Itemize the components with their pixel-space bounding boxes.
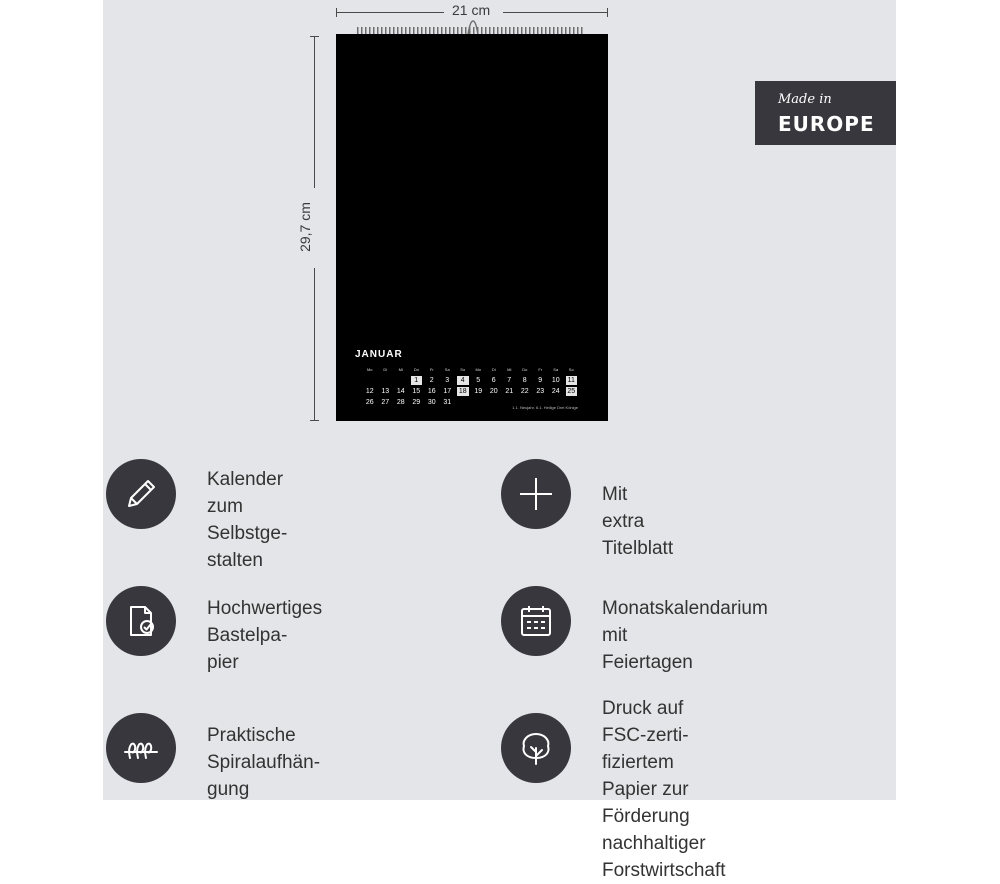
width-tick-right [607, 8, 608, 17]
calendar-footnote: 1.1. Neujahr, 6.1. Heilige Drei Könige [512, 405, 578, 410]
height-tick-bottom [310, 420, 319, 421]
made-in-europe-badge [755, 81, 896, 145]
calendar-day: 25 [567, 388, 576, 395]
calendar-day: 28 [396, 399, 405, 406]
spiral-icon [106, 713, 176, 783]
calendar-weekday: Di [383, 367, 388, 372]
calendar-day: 9 [538, 377, 543, 384]
tree-icon [501, 713, 571, 783]
height-label: 29,7 cm [296, 202, 313, 252]
feature-text: Druck auf FSC-zerti- fiziertem Papier zur Förderung nachhaltiger Forstwirtschaft [602, 698, 726, 881]
height-dimension-line-top [314, 36, 315, 188]
calendar-day: 19 [474, 388, 483, 395]
calendar-day: 31 [443, 399, 452, 406]
calendar-day: 21 [505, 388, 514, 395]
calendar-day: 12 [365, 388, 374, 395]
width-label: 21 cm [452, 2, 491, 18]
calendar-weekday: Mi [507, 367, 512, 372]
width-dimension-line-right [503, 12, 608, 13]
calendar-weekday: Mo [475, 367, 482, 372]
calendar-day: 8 [522, 377, 527, 384]
calendar-weekday: So [568, 367, 574, 372]
calendar-day: 15 [412, 388, 421, 395]
calendar-day: 30 [427, 399, 436, 406]
height-dimension-line-bottom [314, 268, 315, 420]
width-dimension-line-left [336, 12, 444, 13]
calendar-day: 11 [566, 376, 578, 385]
calendar-day: 1 [411, 376, 423, 385]
calendar-day: 6 [491, 377, 496, 384]
calendar-month: JANUAR [355, 349, 403, 360]
calendar-weekday: So [460, 367, 466, 372]
calendar-day: 7 [507, 377, 512, 384]
calendar-day: 5 [476, 377, 481, 384]
calendar-day: 29 [412, 399, 421, 406]
calendar-day: 20 [489, 388, 498, 395]
calendar-day: 3 [445, 377, 450, 384]
calendar-weekday: Fr [429, 367, 434, 372]
feature-text: Kalender zum Selbstge- stalten [207, 469, 288, 571]
calendar-weekday: Di [491, 367, 496, 372]
calendar-day [393, 375, 409, 386]
calendar-day: 10 [551, 377, 560, 384]
calendar-day: 17 [443, 388, 452, 395]
calendar-day: 26 [365, 399, 374, 406]
calendar-icon [501, 586, 571, 656]
document-check-icon [106, 586, 176, 656]
calendar-day: 18 [458, 388, 467, 395]
calendar-weekday: Fr [538, 367, 543, 372]
calendar-day: 13 [381, 388, 390, 395]
calendar-day: 24 [551, 388, 560, 395]
calendar-product [336, 34, 608, 421]
calendar-day [455, 397, 471, 408]
calendar-day: 16 [427, 388, 436, 395]
pencil-icon [106, 459, 176, 529]
feature-text: Monatskalendarium mit Feiertagen [602, 598, 768, 673]
calendar-weekday: Do [522, 367, 528, 372]
calendar-day [378, 375, 394, 386]
badge-script-text: Made in [778, 92, 832, 107]
calendar-weekday: Sa [553, 367, 559, 372]
plus-icon [501, 459, 571, 529]
badge-main-text: EUROPE [778, 112, 875, 136]
height-tick-top [310, 36, 319, 37]
calendar-day: 14 [396, 388, 405, 395]
calendar-day: 22 [520, 388, 529, 395]
calendar-grid [362, 364, 579, 408]
calendar-day: 27 [381, 399, 390, 406]
calendar-day: 23 [536, 388, 545, 395]
feature-text: Praktische Spiralaufhän- gung [207, 725, 321, 800]
width-tick-left [336, 8, 337, 17]
calendar-weekday: Do [413, 367, 419, 372]
calendar-weekday: Mi [398, 367, 403, 372]
feature-text: Mit extra Titelblatt [602, 484, 674, 559]
calendar-weekday: Mo [366, 367, 373, 372]
calendar-day [362, 375, 378, 386]
feature-text: Hochwertiges Bastelpa- pier [207, 598, 323, 673]
calendar-day: 2 [429, 377, 434, 384]
calendar-weekday: Sa [444, 367, 450, 372]
calendar-day: 4 [457, 376, 469, 385]
